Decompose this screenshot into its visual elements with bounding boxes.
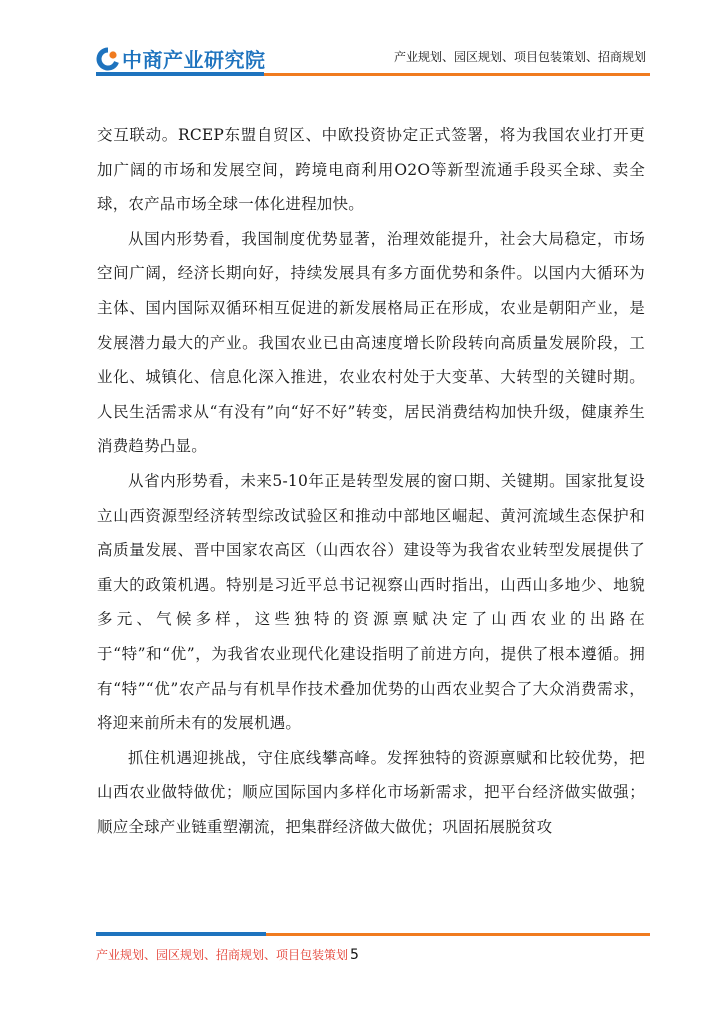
header-tagline: 产业规划、园区规划、项目包装策划、招商规划 bbox=[393, 50, 646, 64]
header-rule-blue bbox=[96, 72, 264, 76]
logo-icon bbox=[96, 47, 120, 71]
logo-text: 中商产业研究院 bbox=[122, 48, 266, 72]
page-number: 5 bbox=[350, 947, 359, 963]
document-body bbox=[97, 118, 645, 844]
header-rule-orange bbox=[264, 73, 650, 76]
paragraph-provincial-situation: 从省内形势看，未来5-10年正是转型发展的窗口期、关键期。国家批复设立山西资源型经济转型综改试验区和推动中部地区崛起、黄河流域生态保护和高质量发展、晋中国家农高区（山西农谷）建设等为我省农业转型发展提供了重大的政策机遇。特别是习近平总书记视察山西时指出，山西山多地少、地貌多元、气候多样，这些独特的资源禀赋决定了山西农业的出路在于“特”和“优”，为我省农业现代化建设指明了前进方向，提供了根本遵循。拥有“特”“优”农产品与有机旱作技术叠加优势的山西农业契合了大众消费需求，将迎来前所未有的发展机遇。 bbox=[97, 471, 645, 733]
page-footer bbox=[96, 946, 359, 963]
footer-text: 产业规划、园区规划、招商规划、项目包装策划 bbox=[96, 948, 349, 962]
page-header bbox=[0, 0, 724, 80]
paragraph-continuation: 交互联动。RCEP东盟自贸区、中欧投资协定正式签署，将为我国农业打开更加广阔的市场和发展空间，跨境电商利用O2O等新型流通手段买全球、卖全球，农产品市场全球一体化进程加快。 bbox=[97, 126, 645, 214]
footer-rule-orange bbox=[266, 933, 650, 936]
footer-rule-blue bbox=[96, 932, 266, 936]
paragraph-domestic-situation: 从国内形势看，我国制度优势显著，治理效能提升，社会大局稳定，市场空间广阔，经济长期向好，持续发展具有多方面优势和条件。以国内大循环为主体、国内国际双循环相互促进的新发展格局正在形成，农业是朝阳产业，是发展潜力最大的产业。我国农业已由高速度增长阶段转向高质量发展阶段，工业化、城镇化、信息化深入推进，农业农村处于大变革、大转型的关键时期。人民生活需求从“有没有”向“好不好”转变，居民消费结构加快升级，健康养生消费趋势凸显。 bbox=[97, 229, 645, 456]
logo bbox=[96, 44, 266, 73]
paragraph-seize-opportunities: 抓住机遇迎挑战，守住底线攀高峰。发挥独特的资源禀赋和比较优势，把山西农业做特做优；顺应国际国内多样化市场新需求，把平台经济做实做强；顺应全球产业链重塑潮流，把集群经济做大做优；巩固拓展脱贫攻 bbox=[97, 748, 645, 836]
